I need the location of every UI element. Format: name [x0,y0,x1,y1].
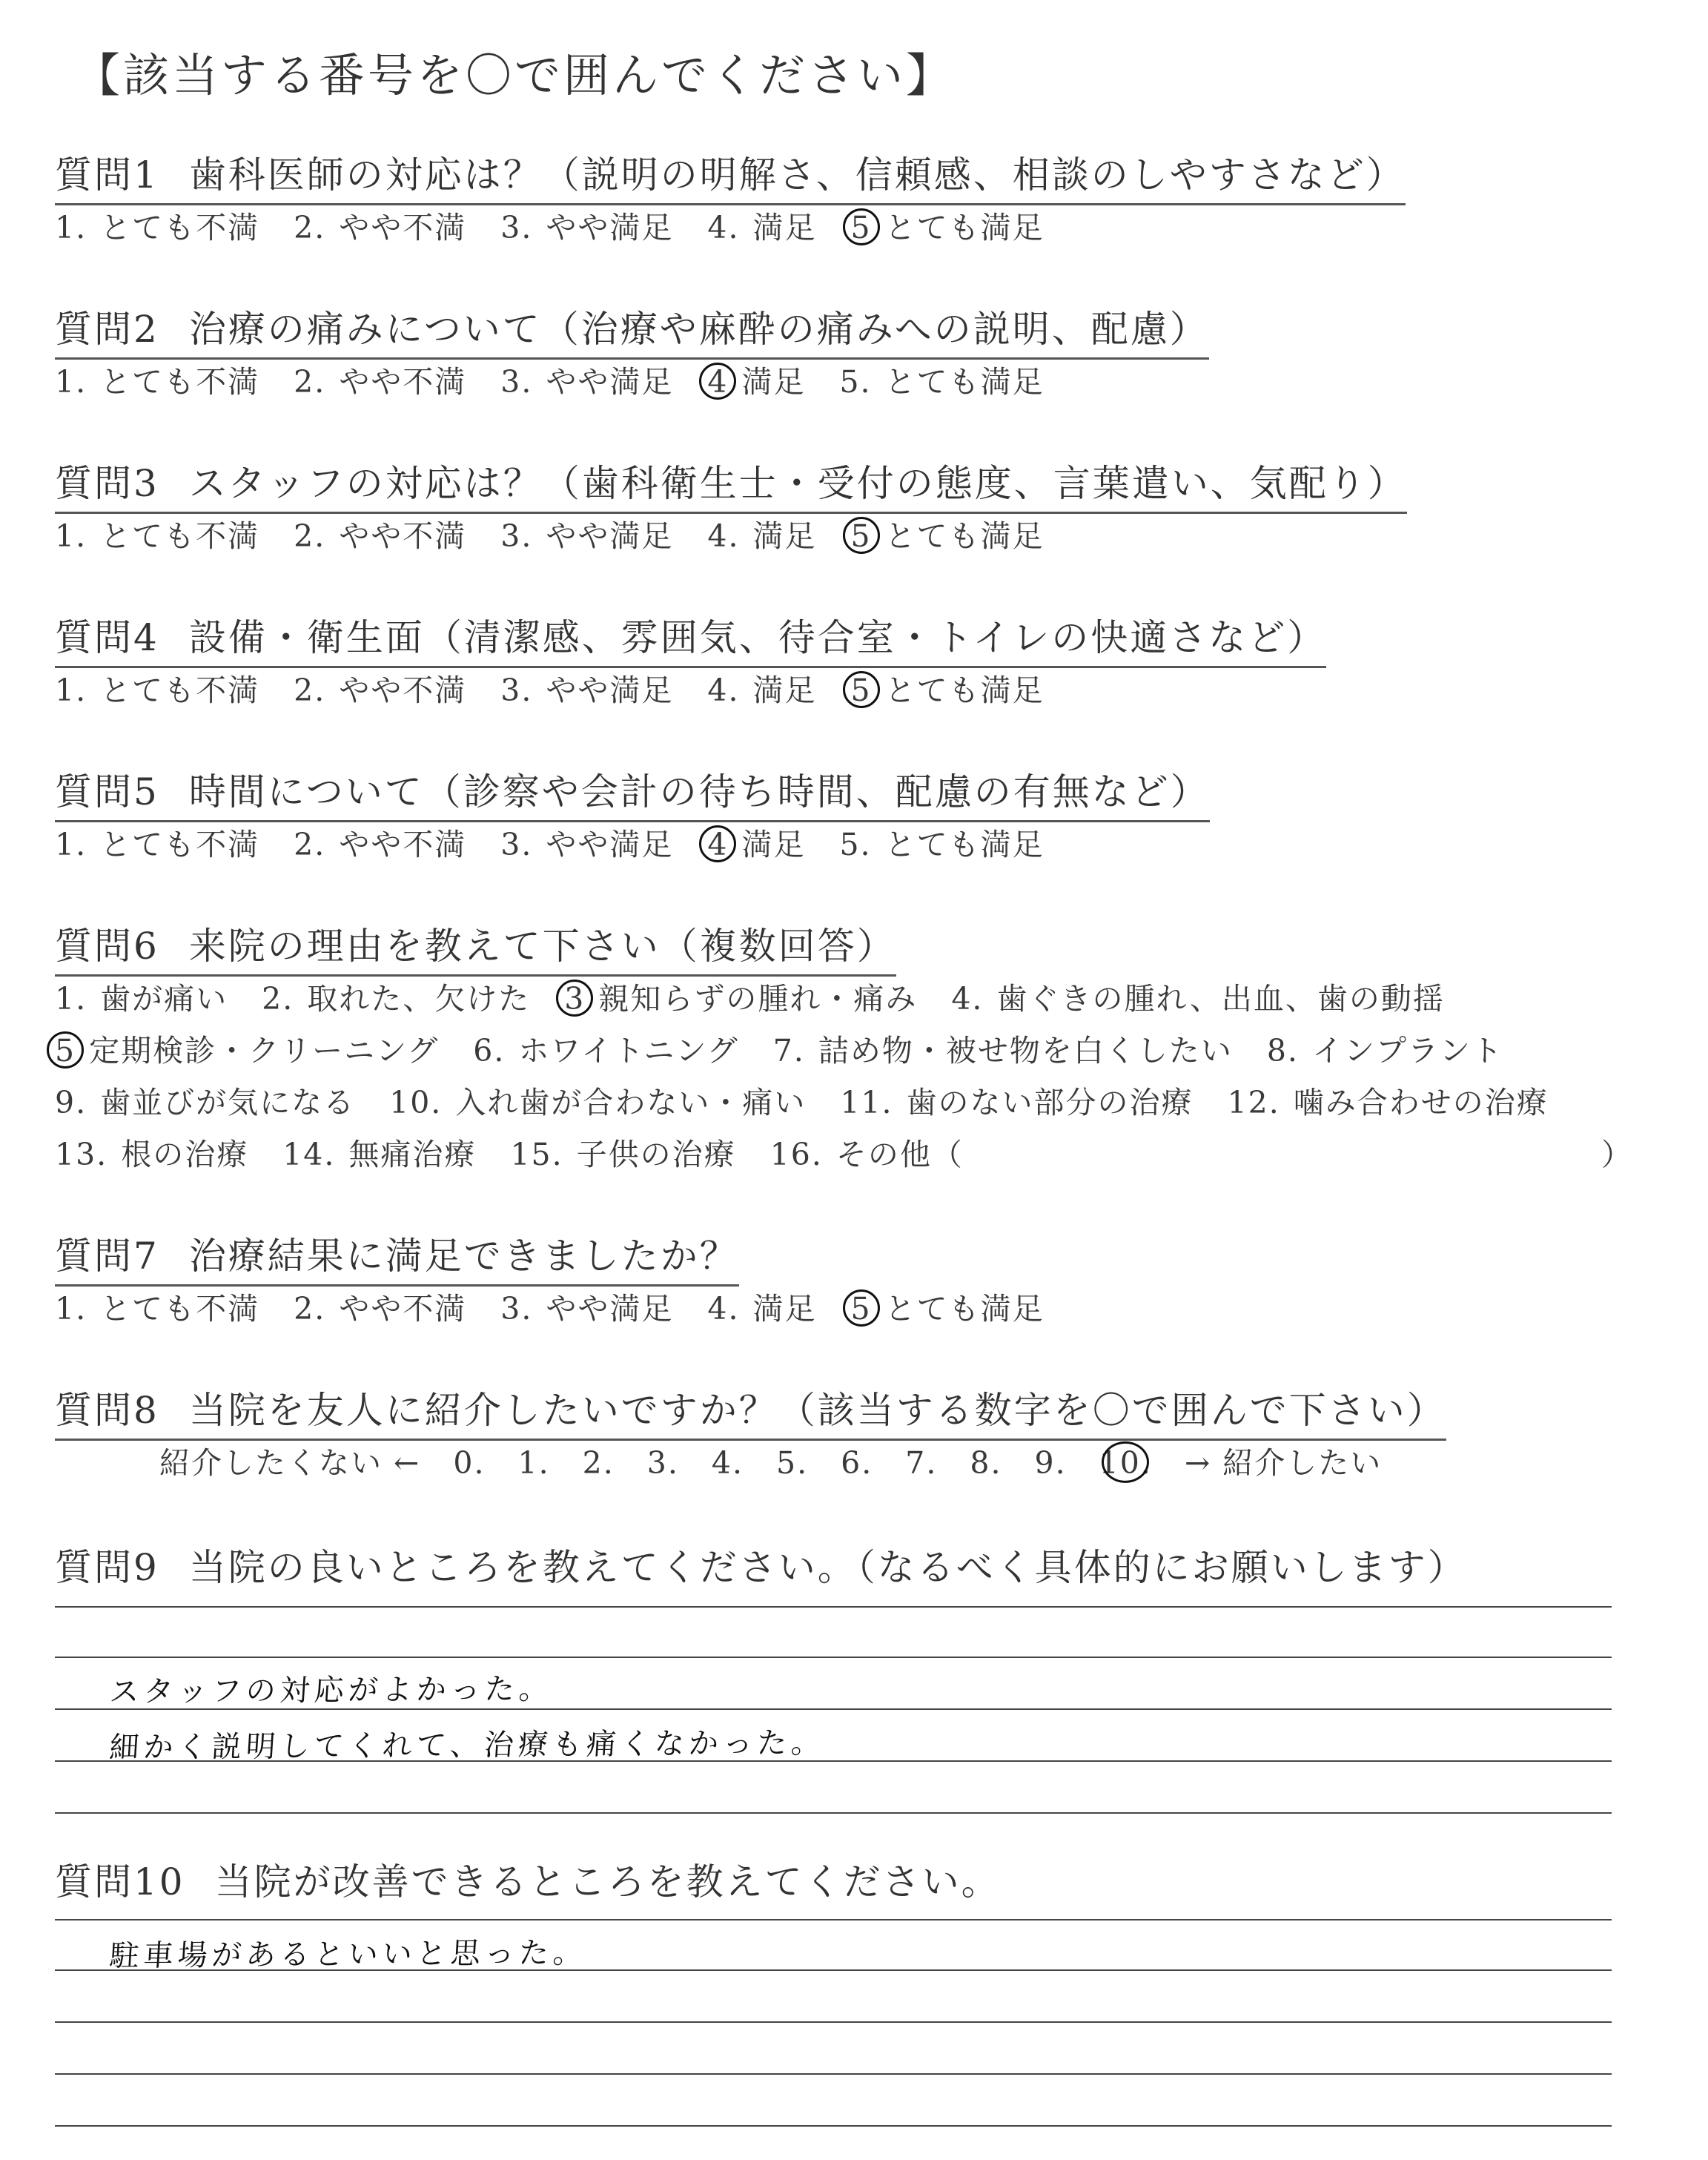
question-text: 当院の良いところを教えてください。（なるべく具体的にお願いします） [188,1546,1467,1589]
option-number: 6. [473,1033,506,1069]
scale-number [453,1445,485,1481]
option-number: 1. [55,981,87,1017]
option [770,1130,964,1174]
option-label: とても不満 [100,1291,260,1327]
option-number: 3. [500,518,533,554]
option-number: 13. [55,1137,108,1172]
question-text: 当院を友人に紹介したいですか？（該当する数字を〇で囲んで下さい） [188,1389,1446,1432]
option [1267,1026,1503,1070]
question-number: 質問1 [55,153,159,196]
answer-line [55,1760,1612,1762]
option [389,1078,806,1122]
option-number: 1. [55,518,87,554]
option-label: 満足 [752,673,817,708]
scale-number [776,1445,808,1481]
recommend-scale [159,1439,1414,1482]
scale-number [841,1445,873,1481]
option-label: やや不満 [339,673,467,708]
scale-number [647,1445,679,1481]
option-label: とても満足 [884,1291,1045,1327]
option-number: 3. [500,364,533,400]
option-label: 満足 [752,210,817,245]
question-3-heading [55,454,1407,514]
option [840,1078,1193,1122]
option [839,357,1044,401]
option [294,203,466,247]
circled-option-number: 5 [55,1033,76,1069]
option-label: やや満足 [546,518,674,554]
option [500,357,673,401]
scale-left-label: 紹介したくない ← [159,1445,421,1481]
option-label: とても不満 [100,518,260,554]
question-6-heading [55,916,896,977]
page-title: 【該当する番号を〇で囲んでください】 [74,48,956,102]
option-label: やや満足 [546,210,674,245]
scale-number [518,1445,550,1481]
scale-value: 2. [582,1445,615,1481]
option [55,1284,259,1328]
handwritten-answer: 駐車場があるといいと思った。 [108,1935,589,1974]
option-number: 4. [707,1291,740,1327]
option-label: やや不満 [339,364,467,400]
question-2-heading [55,300,1209,360]
option-label: 無痛治療 [348,1137,477,1172]
option-number: 2. [294,210,326,245]
option-number: 1. [55,673,87,708]
option [510,1130,735,1174]
option-number: 11. [840,1085,893,1120]
question-4-heading [55,608,1326,668]
question-8-heading [55,1381,1446,1441]
answer-line [55,2125,1612,2127]
circled-option-number: 5 [850,1291,872,1327]
option-label: 満足 [741,827,806,862]
answer-line [55,1606,1612,1608]
option-label: やや満足 [546,673,674,708]
option-label: とても満足 [884,827,1045,862]
option [55,666,259,710]
option-label: 定期検診・クリーニング [89,1033,440,1069]
option [707,666,816,710]
scale-value: 0. [453,1445,486,1481]
circled-scale-value: 10. [1099,1445,1152,1481]
option-number: 3. [500,1291,533,1327]
scale-value: 8. [970,1445,1002,1481]
scale-number [970,1445,1002,1481]
question-6-options-row [55,1078,1583,1122]
option [55,512,259,555]
option-label: とても不満 [100,210,260,245]
option-number: 2. [294,673,326,708]
option [773,1026,1233,1070]
option-label: やや満足 [546,364,674,400]
question-text: 来院の理由を教えて下さい（複数回答） [188,925,896,968]
option-label: 歯のない部分の治療 [906,1085,1194,1120]
question-number: 質問3 [55,462,159,505]
circled-option-number: 4 [707,364,729,400]
option [55,1078,355,1122]
option-number: 4. [707,518,740,554]
question-1-heading [55,145,1406,205]
question-4-options [55,666,1079,710]
question-6-options-row [55,1130,998,1174]
scale-number [583,1445,615,1481]
option [839,820,1044,864]
option [851,1284,1045,1328]
option-label: とても不満 [100,364,260,400]
option-label: やや満足 [546,1291,674,1327]
question-number: 質問6 [55,925,159,968]
question-number: 質問10 [55,1860,185,1903]
option [294,820,466,864]
option-number: 3. [500,827,533,862]
option [951,974,1445,1018]
option-label: 取れた、欠けた [307,981,531,1017]
option [473,1026,738,1070]
option-number: 2. [294,518,326,554]
question-2-options [55,357,1079,401]
option-number: 16. [769,1137,823,1172]
option-label: とても満足 [884,364,1045,400]
option-number: 2. [294,827,326,862]
option [55,203,259,247]
question-number: 質問7 [55,1235,159,1278]
option [707,512,816,555]
option-label: やや不満 [339,518,467,554]
question-1-options [55,203,1079,247]
option-number: 10. [389,1085,443,1120]
option-number: 1. [55,827,87,862]
option [55,974,228,1018]
question-7-options [55,1284,1079,1328]
option-label: 歯ぐきの腫れ、出血、歯の動揺 [996,981,1445,1017]
scale-value: 6. [841,1445,873,1481]
option-label: 入れ歯が合わない・痛い [455,1085,807,1120]
option-label: 根の治療 [121,1137,249,1172]
circled-option-number: 5 [850,210,872,245]
option-number: 3. [500,210,533,245]
option-number: 9. [55,1085,87,1120]
question-number: 質問2 [55,308,159,351]
handwritten-answer: スタッフの対応がよかった。 [108,1671,555,1710]
scale-value: 4. [711,1445,744,1481]
option-label: インプラント [1311,1033,1503,1069]
answer-line [55,1708,1612,1710]
question-9-heading [55,1538,1467,1596]
question-text: 設備・衛生面（清潔感、雰囲気、待合室・トイレの快適さなど） [188,616,1327,659]
handwritten-answer: 細かく説明してくれて、治療も痛くなかった。 [108,1725,827,1766]
option-label: とても不満 [100,827,260,862]
option [55,1130,248,1174]
option [707,203,816,247]
question-6-options-row [55,1026,1537,1070]
option [294,357,466,401]
option [294,1284,466,1328]
option [500,203,673,247]
answer-line [55,1812,1612,1814]
question-number: 質問9 [55,1546,159,1589]
scale-number [712,1445,744,1481]
option [851,512,1045,555]
circled-option-number: 5 [850,673,872,708]
question-text: 治療結果に満足できましたか？ [188,1235,739,1278]
option [500,820,673,864]
option-number: 7. [772,1033,805,1069]
scale-number [1099,1445,1152,1481]
option-number: 5. [839,827,872,862]
answer-line [55,1657,1612,1658]
option-label: やや不満 [339,827,467,862]
question-7-heading [55,1226,739,1287]
option [500,666,673,710]
question-number: 質問5 [55,770,159,813]
question-3-options [55,512,1079,555]
option-label: 歯が痛い [100,981,228,1017]
option-label: ホワイトニング [518,1033,739,1069]
option [282,1130,476,1174]
option-number: 1. [55,364,87,400]
scale-number [905,1445,937,1481]
option-label: 詰め物・被せ物を白くしたい [818,1033,1233,1069]
option [262,974,530,1018]
question-text: 時間について（診察や会計の待ち時間、配慮の有無など） [188,770,1210,813]
circled-option-number: 4 [707,827,729,862]
circled-option-number: 3 [564,981,586,1017]
option [55,820,259,864]
option [55,1026,439,1070]
option [55,357,259,401]
option [294,512,466,555]
option-label: 歯並びが気になる [100,1085,356,1120]
option-number: 14. [282,1137,336,1172]
answer-line [55,1919,1612,1920]
option-label: 満足 [741,364,806,400]
option [564,974,917,1018]
scale-value: 1. [517,1445,550,1481]
question-text: スタッフの対応は？（歯科衛生士・受付の態度、言葉遣い、気配り） [188,462,1407,505]
option-label: とても満足 [884,210,1045,245]
option-number: 12. [1227,1085,1280,1120]
option [851,203,1045,247]
option-label: やや満足 [546,827,674,862]
other-close-paren: ） [1601,1137,1633,1172]
question-text: 治療の痛みについて（治療や麻酔の痛みへの説明、配慮） [188,308,1209,351]
option [500,1284,673,1328]
scale-value: 5. [776,1445,809,1481]
option-number: 1. [55,1291,87,1327]
scale-value: 3. [646,1445,679,1481]
option-number: 3. [500,673,533,708]
question-number: 質問8 [55,1389,159,1432]
option [851,666,1045,710]
option-number: 2. [294,1291,326,1327]
answer-line [55,2073,1612,2075]
option-number: 4. [951,981,984,1017]
question-number: 質問4 [55,616,159,659]
option-number: 5. [839,364,872,400]
option-label: とても満足 [884,673,1045,708]
option-number: 2. [262,981,294,1017]
scale-numbers [453,1445,1184,1481]
scale-right-label: → 紹介したい [1184,1445,1383,1481]
option-number: 8. [1266,1033,1299,1069]
option [707,820,805,864]
option-label: 満足 [752,1291,817,1327]
option-label: 親知らずの腫れ・痛み [598,981,918,1017]
option-label: 子供の治療 [576,1137,736,1172]
option [294,666,466,710]
option-label: 噛み合わせの治療 [1293,1085,1549,1120]
question-text: 当院が改善できるところを教えてください。 [214,1860,1001,1903]
option [1228,1078,1549,1122]
option-number: 4. [707,210,740,245]
scale-number [1035,1445,1067,1481]
option-number: 4. [707,673,740,708]
option-label: とても不満 [100,673,260,708]
option-number: 15. [510,1137,563,1172]
option-number: 1. [55,210,87,245]
question-5-options [55,820,1079,864]
question-10-heading [55,1852,1001,1910]
option-label: やや不満 [339,1291,467,1327]
option-label: 満足 [752,518,817,554]
option [707,357,805,401]
option-number: 2. [294,364,326,400]
option-label: とても満足 [884,518,1045,554]
question-5-heading [55,762,1210,822]
option [500,512,673,555]
question-text: 歯科医師の対応は？（説明の明解さ、信頼感、相談のしやすさなど） [188,153,1406,196]
option [707,1284,816,1328]
scale-value: 7. [905,1445,938,1481]
answer-line [55,1969,1612,1971]
option-label: やや不満 [339,210,467,245]
option-label: その他（ [835,1137,964,1172]
scale-value: 9. [1034,1445,1067,1481]
question-6-options-row [55,974,1479,1018]
circled-option-number: 5 [850,518,872,554]
answer-line [55,2021,1612,2023]
